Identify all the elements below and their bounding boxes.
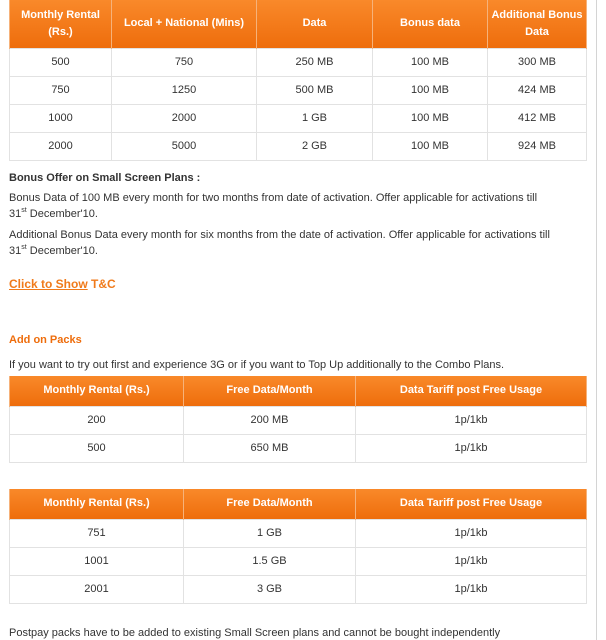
header-free-data-month: Free Data/Month <box>184 376 356 406</box>
table-cell: 751 <box>10 519 184 547</box>
table-row <box>10 547 587 575</box>
date-day: 31 <box>9 208 22 220</box>
content-frame-border <box>596 0 597 640</box>
table-cell: 500 <box>10 434 184 462</box>
table-cell: 5000 <box>112 132 257 160</box>
tc-label: T&C <box>87 277 116 291</box>
table-row <box>10 132 587 160</box>
table-cell: 100 MB <box>373 104 488 132</box>
table-row <box>10 575 587 603</box>
date-day: 31 <box>9 245 22 257</box>
add-on-packs-intro: If you want to try out first and experience 3G or if you want to Top Up additionally to the Combo Plans. <box>9 359 505 371</box>
table-cell: 1p/1kb <box>356 434 587 462</box>
header-data-tariff: Data Tariff post Free Usage <box>356 376 587 406</box>
header-additional-bonus-data: Additional Bonus Data <box>488 0 587 48</box>
header-monthly-rental: Monthly Rental (Rs.) <box>10 376 184 406</box>
header-data: Data <box>257 0 373 48</box>
add-on-packs-heading: Add on Packs <box>9 334 82 346</box>
table-cell: 2001 <box>10 575 184 603</box>
table-cell: 2 GB <box>257 132 373 160</box>
table-cell: 1 GB <box>184 519 356 547</box>
table-cell: 1p/1kb <box>356 547 587 575</box>
table-header-row <box>10 376 587 406</box>
table-cell: 100 MB <box>373 132 488 160</box>
date-rest: December'10. <box>26 208 98 220</box>
bonus-offer-line-2 <box>9 207 98 221</box>
postpay-footer-note: Postpay packs have to be added to existing Small Screen plans and cannot be bought independently <box>9 627 501 639</box>
header-monthly-rental: Monthly Rental (Rs.) <box>10 489 184 519</box>
click-to-show-link[interactable]: Click to Show <box>9 277 88 291</box>
table-cell: 412 MB <box>488 104 587 132</box>
table-cell: 424 MB <box>488 76 587 104</box>
table-cell: 500 <box>10 48 112 76</box>
table-row <box>10 406 587 434</box>
table-cell: 2000 <box>10 132 112 160</box>
date-ordinal-suffix: st <box>21 244 27 251</box>
table-cell: 1250 <box>112 76 257 104</box>
table-cell: 650 MB <box>184 434 356 462</box>
table-cell: 1p/1kb <box>356 575 587 603</box>
table-cell: 1000 <box>10 104 112 132</box>
table-cell: 750 <box>10 76 112 104</box>
table-cell: 1 GB <box>257 104 373 132</box>
table-cell: 250 MB <box>257 48 373 76</box>
table-cell: 100 MB <box>373 48 488 76</box>
header-bonus-data: Bonus data <box>373 0 488 48</box>
date-ordinal-suffix: st <box>21 207 27 214</box>
table-cell: 500 MB <box>257 76 373 104</box>
combo-plans-table <box>9 0 587 161</box>
add-on-packs-table-1 <box>9 376 587 463</box>
table-row <box>10 48 587 76</box>
bonus-offer-line-4 <box>9 244 98 258</box>
table-header-row <box>10 0 587 48</box>
table-row <box>10 104 587 132</box>
header-free-data-month: Free Data/Month <box>184 489 356 519</box>
bonus-offer-line-1: Bonus Data of 100 MB every month for two months from date of activation. Offer applicable for activations till <box>9 192 538 204</box>
header-monthly-rental: Monthly Rental (Rs.) <box>10 0 112 48</box>
table-cell: 1p/1kb <box>356 406 587 434</box>
table-cell: 300 MB <box>488 48 587 76</box>
table-cell: 1p/1kb <box>356 519 587 547</box>
date-rest: December'10. <box>26 245 98 257</box>
table-cell: 750 <box>112 48 257 76</box>
table-cell: 200 MB <box>184 406 356 434</box>
header-data-tariff: Data Tariff post Free Usage <box>356 489 587 519</box>
header-local-national-mins: Local + National (Mins) <box>112 0 257 48</box>
add-on-packs-table-2 <box>9 489 587 604</box>
terms-row <box>9 277 116 293</box>
table-cell: 3 GB <box>184 575 356 603</box>
table-row <box>10 76 587 104</box>
table-row <box>10 434 587 462</box>
table-cell: 1.5 GB <box>184 547 356 575</box>
table-cell: 200 <box>10 406 184 434</box>
table-cell: 924 MB <box>488 132 587 160</box>
table-cell: 2000 <box>112 104 257 132</box>
table-row <box>10 519 587 547</box>
bonus-offer-line-3: Additional Bonus Data every month for six months from the date of activation. Offer applicable for activations till <box>9 229 550 241</box>
table-cell: 100 MB <box>373 76 488 104</box>
bonus-offer-heading: Bonus Offer on Small Screen Plans : <box>9 172 201 184</box>
table-header-row <box>10 489 587 519</box>
table-cell: 1001 <box>10 547 184 575</box>
